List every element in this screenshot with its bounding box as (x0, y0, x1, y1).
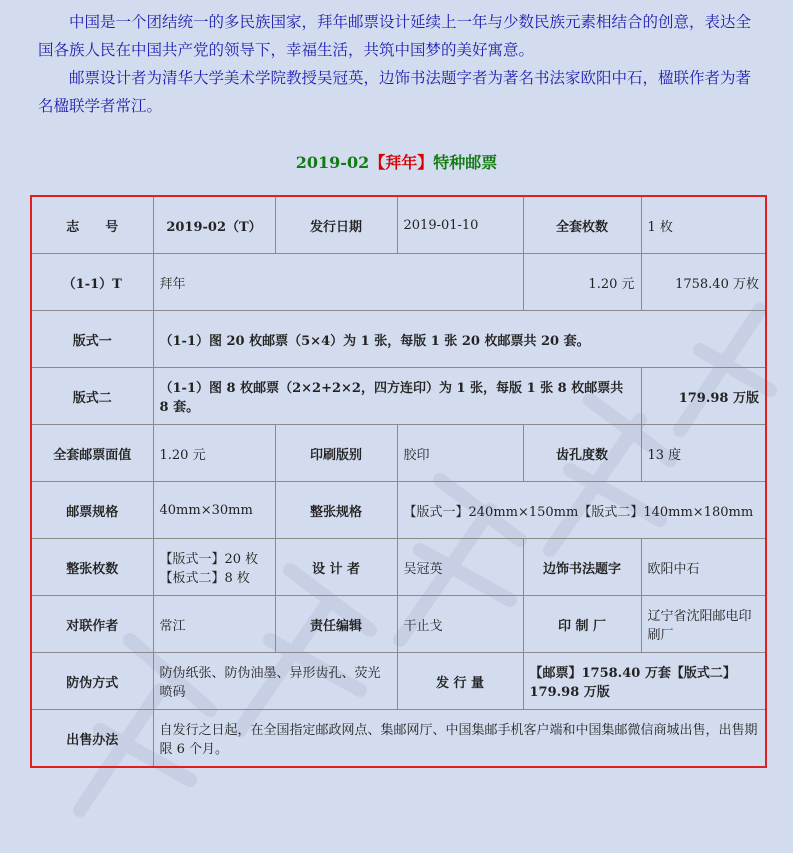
table-row (31, 311, 766, 368)
sheet-count-line-1: 【版式一】20 枚 (159, 552, 259, 567)
table-row (31, 196, 766, 254)
table-row (31, 425, 766, 482)
stamp-info-table (30, 195, 767, 768)
intro-text (38, 8, 758, 120)
issue-quantity-value: 【邮票】1758.40 万套【版式二】179.98 万版 (523, 653, 766, 710)
couplet-value: 常江 (153, 596, 275, 653)
calligraphy-value: 欧阳中石 (641, 539, 766, 596)
security-label: 防伪方式 (31, 653, 153, 710)
stamp-title (0, 150, 793, 173)
sheet-count-label: 整张枚数 (31, 539, 153, 596)
item-code: （1-1）T (31, 254, 153, 311)
designer-label: 设 计 者 (275, 539, 397, 596)
sheet-size-value: 【版式一】240mm×150mm【版式二】140mm×180mm (397, 482, 766, 539)
sale-method-label: 出售办法 (31, 710, 153, 768)
face-total-value: 1.20 元 (153, 425, 275, 482)
table-row (31, 368, 766, 425)
stamp-code: 2019-02 (295, 153, 370, 172)
issue-date-label: 发行日期 (275, 196, 397, 254)
format1-value: （1-1）图 20 枚邮票（5×4）为 1 张，每版 1 张 20 枚邮票共 20 套。 (153, 311, 766, 368)
table-row (31, 710, 766, 768)
designer-value: 吴冠英 (397, 539, 523, 596)
print-type-value: 胶印 (397, 425, 523, 482)
perforation-value: 13 度 (641, 425, 766, 482)
sale-method-value: 自发行之日起，在全国指定邮政网点、集邮网厅、中国集邮手机客户端和中国集邮微信商城出售，出售期限 6 个月。 (153, 710, 766, 768)
stamp-size-label: 邮票规格 (31, 482, 153, 539)
format2-value: （1-1）图 8 枚邮票（2×2+2×2，四方连印）为 1 张，每版 1 张 8 枚邮票共 8 套。 (153, 368, 641, 425)
calligraphy-label: 边饰书法题字 (523, 539, 641, 596)
editor-label: 责任编辑 (275, 596, 397, 653)
format2-label: 版式二 (31, 368, 153, 425)
set-count-label: 全套枚数 (523, 196, 641, 254)
table-row (31, 482, 766, 539)
sheet-count-value (153, 539, 275, 596)
printer-label: 印 制 厂 (523, 596, 641, 653)
table-row (31, 254, 766, 311)
item-quantity: 1758.40 万枚 (641, 254, 766, 311)
printer-value: 辽宁省沈阳邮电印刷厂 (641, 596, 766, 653)
editor-value: 干止戈 (397, 596, 523, 653)
item-name: 拜年 (153, 254, 523, 311)
issue-date-value: 2019-01-10 (397, 196, 523, 254)
face-total-label: 全套邮票面值 (31, 425, 153, 482)
perforation-label: 齿孔度数 (523, 425, 641, 482)
table-row (31, 539, 766, 596)
format1-label: 版式一 (31, 311, 153, 368)
issue-quantity-label: 发 行 量 (397, 653, 523, 710)
table-row (31, 653, 766, 710)
sheet-size-label: 整张规格 (275, 482, 397, 539)
intro-paragraph-1: 中国是一个团结统一的多民族国家，拜年邮票设计延续上一年与少数民族元素相结合的创意，表达全国各族人民在中国共产党的领导下，幸福生活，共筑中国梦的美好寓意。 (38, 13, 752, 59)
table-row (31, 596, 766, 653)
stamp-type: 特种邮票 (433, 153, 498, 172)
stamp-size-value: 40mm×30mm (153, 482, 275, 539)
set-count-value: 1 枚 (641, 196, 766, 254)
print-type-label: 印刷版别 (275, 425, 397, 482)
security-value: 防伪纸张、防伪油墨、异形齿孔、荧光喷码 (153, 653, 397, 710)
intro-paragraph-2: 邮票设计者为清华大学美术学院教授吴冠英，边饰书法题字者为著名书法家欧阳中石，楹联作者为著名楹联学者常江。 (38, 69, 752, 115)
zhihao-value: 2019-02（T） (153, 196, 275, 254)
format2-quantity: 179.98 万版 (641, 368, 766, 425)
stamp-name: 【拜年】 (369, 153, 434, 172)
item-face-value: 1.20 元 (523, 254, 641, 311)
zhihao-label: 志 号 (31, 196, 153, 254)
sheet-count-line-2: 【板式二】8 枚 (159, 571, 250, 586)
couplet-label: 对联作者 (31, 596, 153, 653)
